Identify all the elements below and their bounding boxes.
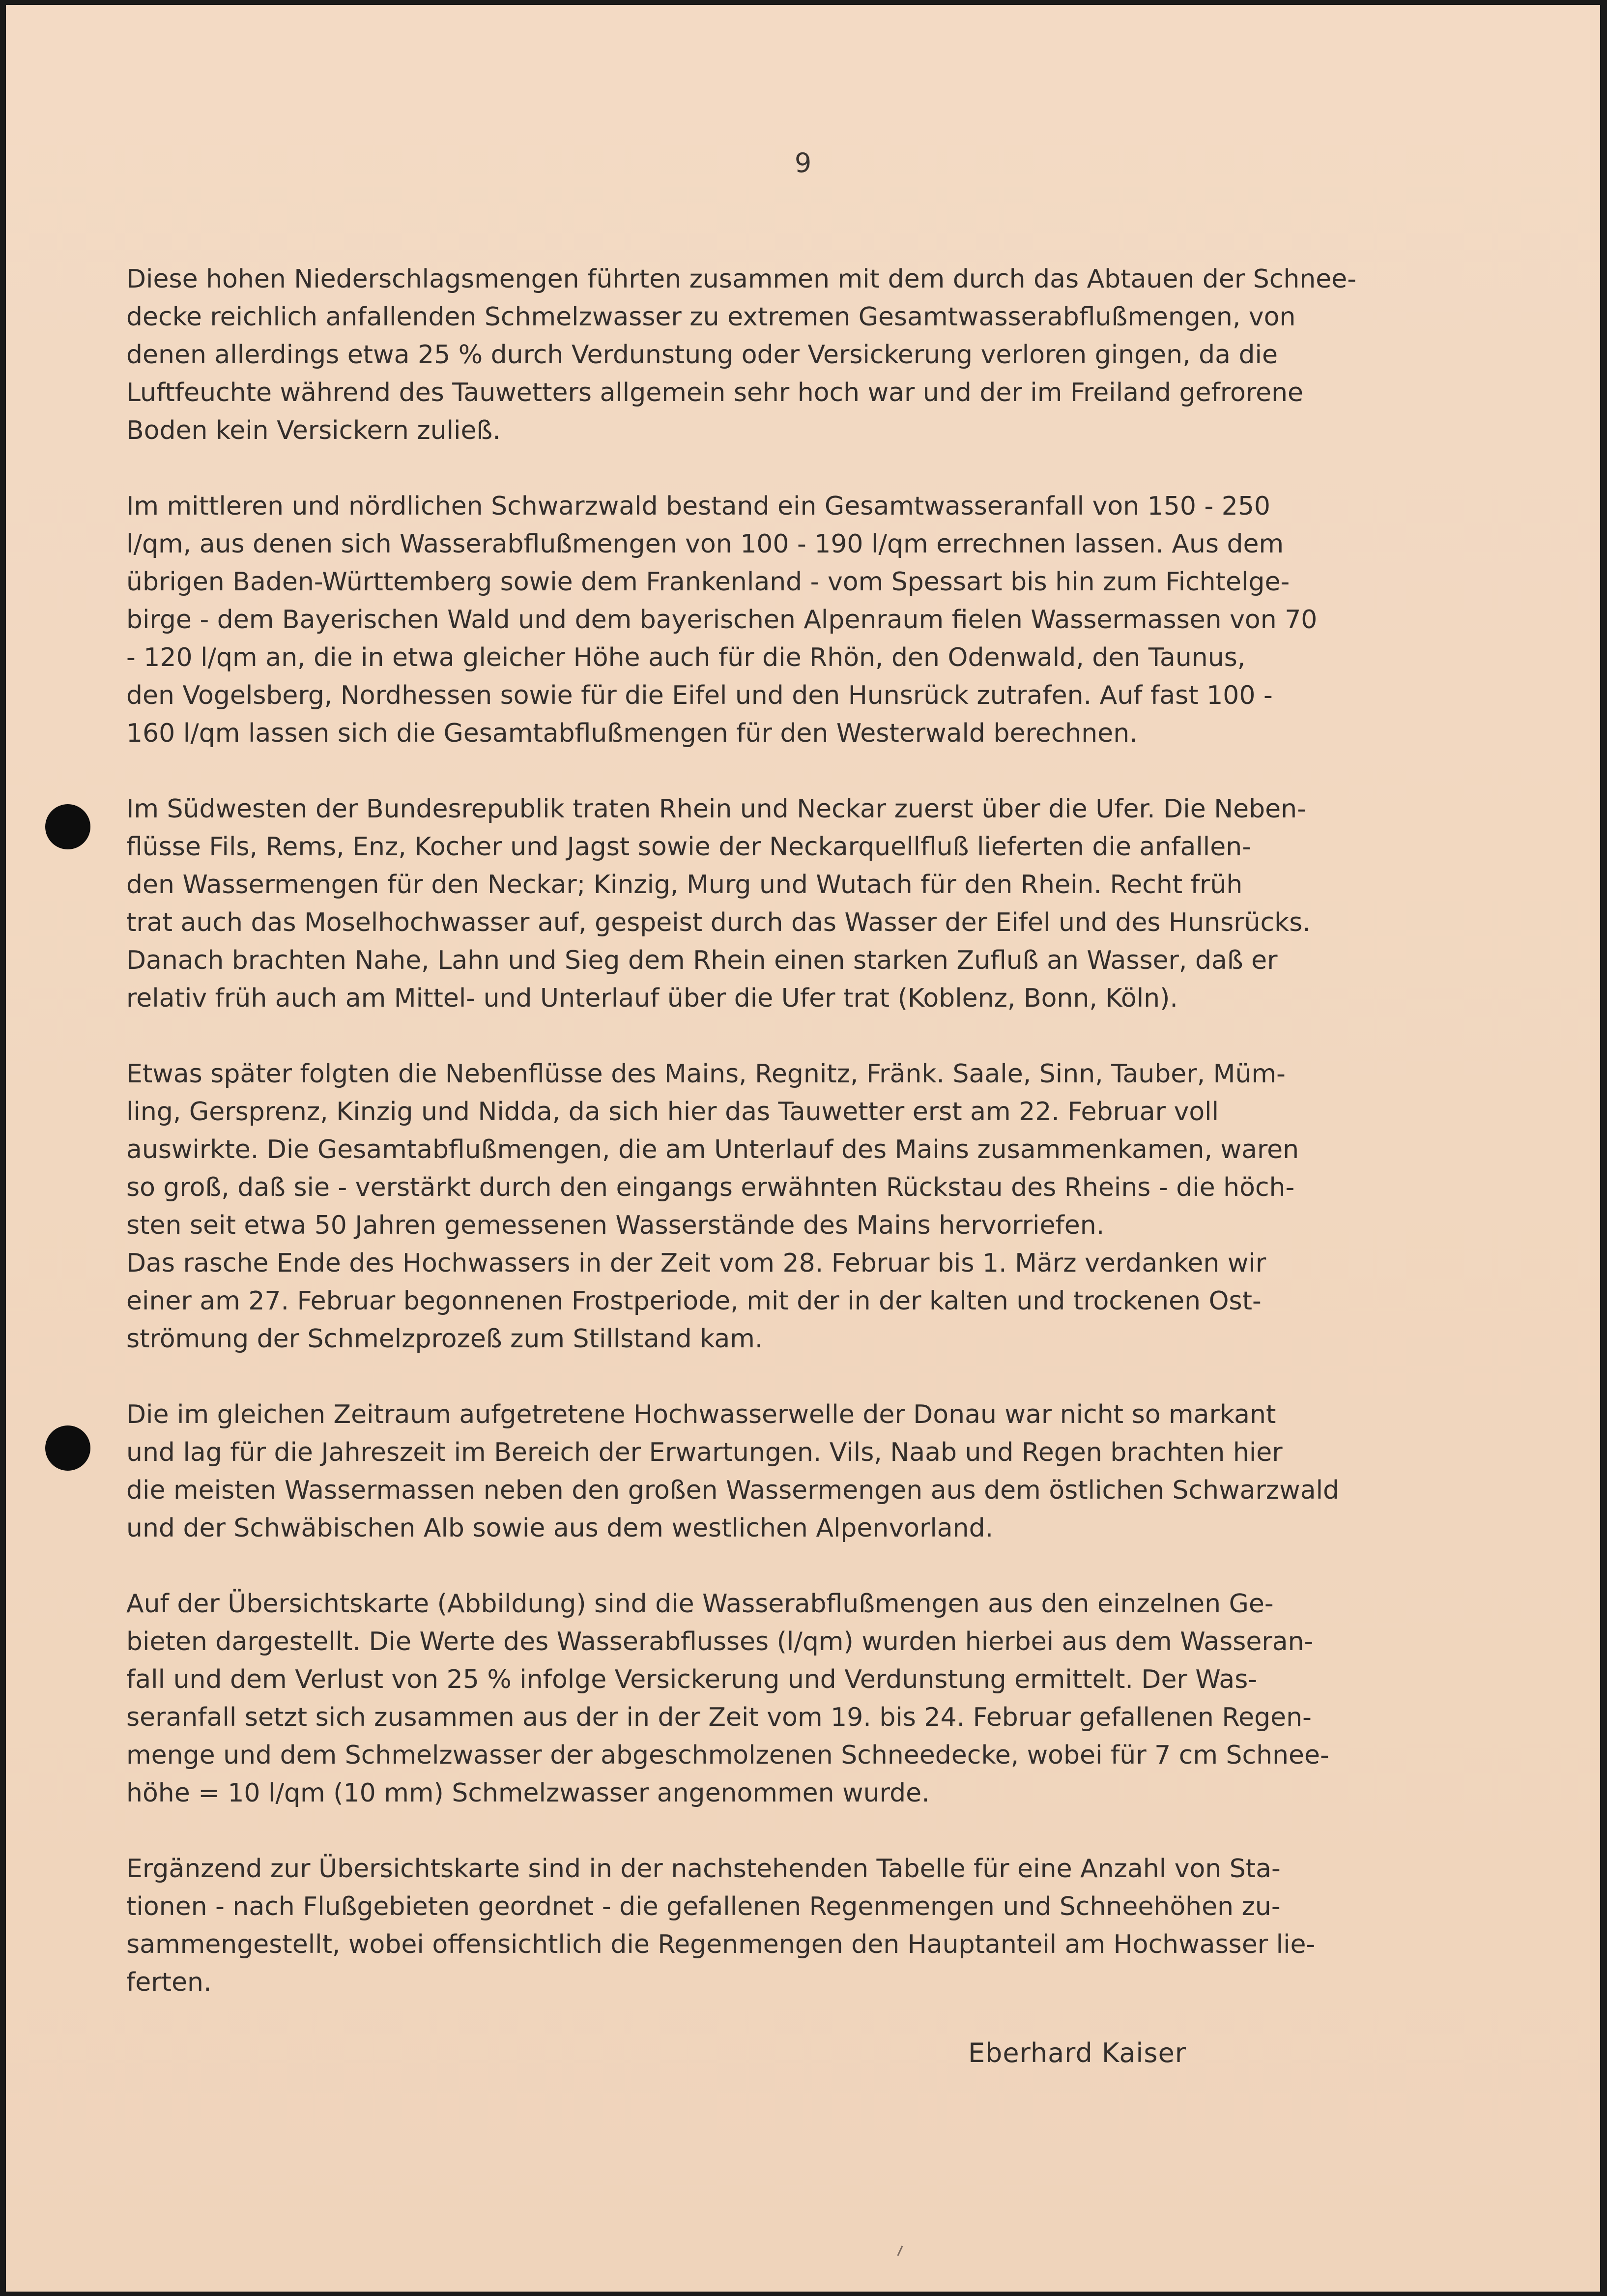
paragraph-precipitation: Diese hohen Niederschlagsmengen führten zusammen mit dem durch das Abtauen der Schnee- decke reichlich anfallenden Schmelzwasser zu extremen Gesamtwasserabflußmengen, von denen allerdings etwa 25 % durch Verdunstung oder Versickerung verloren gingen, da die Luftfeuchte während des Tauwetters allgemein sehr hoch war und der im Freiland gefrorene Boden kein Versickern zuließ. [126,264,1357,445]
document-page [6,5,1600,2292]
paragraph-southwest-rivers: Im Südwesten der Bundesrepublik traten Rhein und Neckar zuerst über die Ufer. Die Neben- flüsse Fils, Rems, Enz, Kocher und Jagst sowie der Neckarquellfluß lieferten die anfallen- den Wassermengen für den Neckar; Kinzig, Murg und Wutach für den Rhein. Recht früh trat auch das Moselhochwasser auf, gespeist durch das Wasser der Eifel und des Hunsrücks. Danach brachten Nahe, Lahn und Sieg dem Rhein einen starken Zufluß an Wasser, daß er relativ früh auch am Mittel- und Unterlauf über die Ufer trat (Koblenz, Bonn, Köln). [126,794,1311,1013]
paragraph-overview-map: Auf der Übersichtskarte (Abbildung) sind die Wasserabflußmengen aus den einzelnen Ge- bieten dargestellt. Die Werte des Wasserabflusses (l/qm) wurden hierbei aus dem Wasseran- fall und dem Verlust von 25 % infolge Versickerung und Verdunstung ermittelt. Der Was- seranfall setzt sich zusammen aus der in der Zeit vom 19. bis 24. Februar gefallenen Regen- menge und dem Schmelzwasser der abgeschmolzenen Schneedecke, wobei für 7 cm Schnee- höhe = 10 l/qm (10 mm) Schmelzwasser angenommen wurde. [126,1589,1329,1808]
paragraph-table-note: Ergänzend zur Übersichtskarte sind in der nachstehenden Tabelle für eine Anzahl von Sta- tionen - nach Flußgebieten geordnet - die gefallenen Regenmengen und Schneehöhen zu- sammengestellt, wobei offensichtlich die Regenmengen den Hauptanteil am Hochwasser lie- ferten. [126,1854,1316,1997]
punch-hole [45,804,90,849]
paragraph-black-forest: Im mittleren und nördlichen Schwarzwald bestand ein Gesamtwasseranfall von 150 - 250 l/qm, aus denen sich Wasserabflußmengen von 100 - 190 l/qm errechnen lassen. Aus dem übrigen Baden-Württemberg sowie dem Frankenland - vom Spessart bis hin zum Fichtelge- birge - dem Bayerischen Wald und dem bayerischen Alpenraum fielen Wassermassen von 70 - 120 l/qm an, die in etwa gleicher Höhe auch für die Rhön, den Odenwald, den Taunus, den Vogelsberg, Nordhessen sowie für die Eifel und den Hunsrück zutrafen. Auf fast 100 - 160 l/qm lassen sich die Gesamtabflußmengen für den Westerwald berechnen. [126,492,1318,748]
paragraph-main-tributaries: Etwas später folgten die Nebenflüsse des Mains, Regnitz, Fränk. Saale, Sinn, Tauber, Müm- ling, Gersprenz, Kinzig und Nidda, da sich hier das Tauwetter erst am 22. Februar voll auswirkte. Die Gesamtabflußmengen, die am Unterlauf des Mains zusammenkamen, waren so groß, daß sie - verstärkt durch den eingangs erwähnten Rückstau des Rheins - die höch- sten seit etwa 50 Jahren gemessenen Wasserstände des Mains hervorriefen. [126,1059,1299,1240]
punch-hole [45,1425,90,1471]
author-signature: Eberhard Kaiser [968,2037,1186,2068]
paragraph-danube: Die im gleichen Zeitraum aufgetretene Hochwasserwelle der Donau war nicht so markant und lag für die Jahreszeit im Bereich der Erwartungen. Vils, Naab und Regen brachten hier die meisten Wassermassen neben den großen Wassermengen aus dem östlichen Schwarzwald und der Schwäbischen Alb sowie aus dem westlichen Alpenvorland. [126,1400,1340,1543]
page-number: 9 [794,147,812,178]
body-text [126,261,1406,2039]
paragraph-flood-end: Das rasche Ende des Hochwassers in der Zeit vom 28. Februar bis 1. März verdanken wir einer am 27. Februar begonnenen Frostperiode, mit der in der kalten und trockenen Ost- strömung der Schmelzprozeß zum Stillstand kam. [126,1249,1266,1354]
